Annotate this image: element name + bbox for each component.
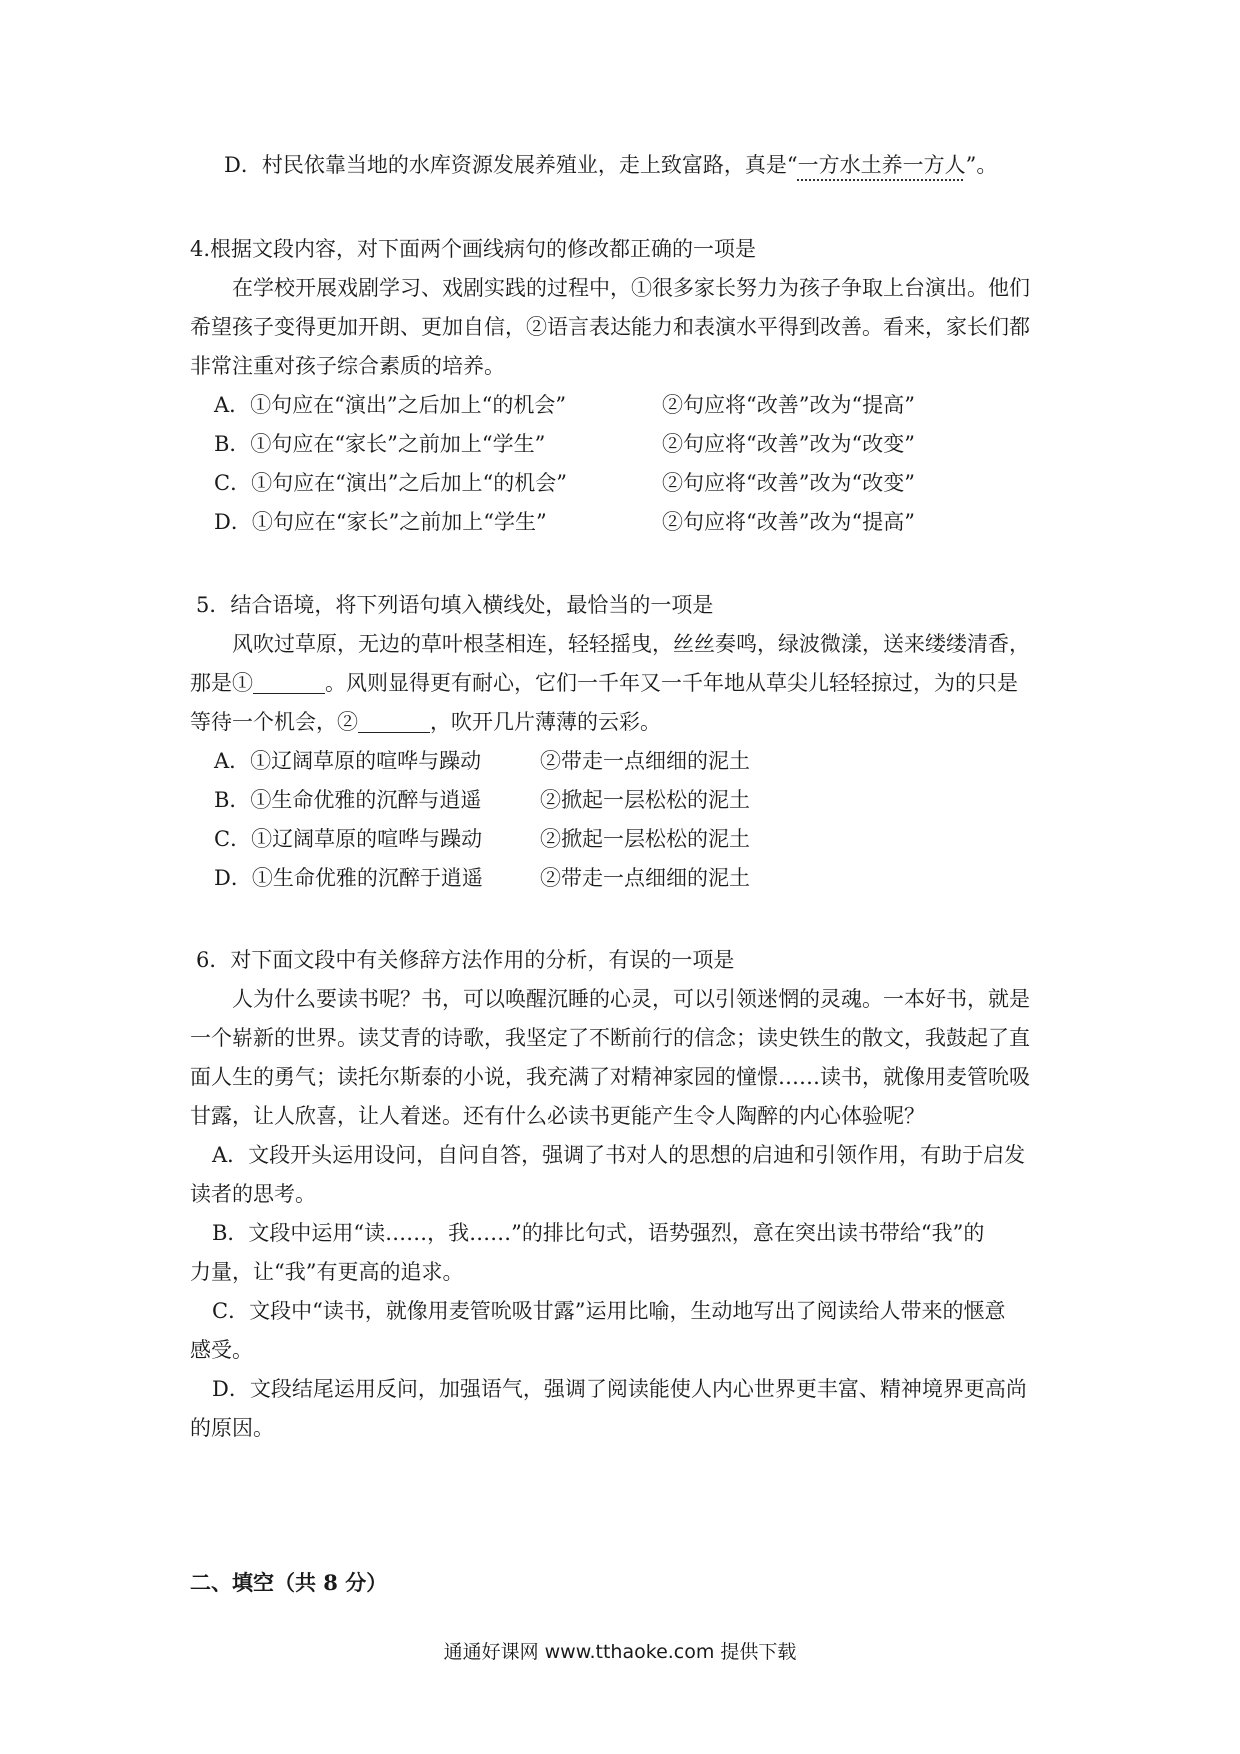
q6-option-b-line-1: B．文段中运用“读……，我……”的排比句式，语势强烈，意在突出读书带给“我”的 [212, 1221, 985, 1245]
q5-option-b [214, 785, 750, 815]
q6-passage-line-3: 面人生的勇气；读托尔斯泰的小说，我充满了对精神家园的憧憬……读书，就像用麦管吮吸 [190, 1065, 1030, 1089]
q4-option-a [214, 390, 915, 420]
q5-passage-line-2-pre: 那是① [190, 671, 253, 695]
q6-option-c-line-1: C．文段中“读书，就像用麦管吮吸甘露”运用比喻，生动地写出了阅读给人带来的惬意 [212, 1299, 1006, 1323]
q3-option-d-after: ”。 [965, 153, 998, 177]
q5-option-b-part2: ②掀起一层松松的泥土 [540, 788, 750, 812]
q4-option-b [214, 429, 915, 459]
q3-option-d [224, 150, 997, 180]
q5-option-d-part2: ②带走一点细细的泥土 [540, 866, 750, 890]
q5-option-c-part2: ②掀起一层松松的泥土 [540, 827, 750, 851]
q4-option-d-part1: D．①句应在“家长”之前加上“学生” [214, 510, 547, 534]
q6-passage-line-2: 一个崭新的世界。读艾青的诗歌，我坚定了不断前行的信念；读史铁生的散文，我鼓起了直 [190, 1026, 1030, 1050]
q4-option-c [214, 468, 915, 498]
q5-passage-line-3-post: ，吹开几片薄薄的云彩。 [430, 710, 661, 734]
q3-option-d-dotted: 一方水土养一方人 [797, 153, 966, 177]
q5-option-c-part1: C．①辽阔草原的喧哗与躁动 [214, 827, 483, 851]
q6-stem: 6．对下面文段中有关修辞方法作用的分析，有误的一项是 [196, 948, 735, 972]
q4-passage-line-2: 希望孩子变得更加开朗、更加自信，②语言表达能力和表演水平得到改善。看来，家长们都 [190, 315, 1030, 339]
q4-option-b-part2: ②句应将“改善”改为“改变” [662, 432, 915, 456]
q6-option-b-line-2: 力量，让“我”有更高的追求。 [190, 1260, 464, 1284]
q4-passage-line-3: 非常注重对孩子综合素质的培养。 [190, 354, 505, 378]
q4-option-a-part2: ②句应将“改善”改为“提高” [662, 393, 915, 417]
q6-passage-line-4: 甘露，让人欣喜，让人着迷。还有什么必读书更能产生令人陶醉的内心体验呢？ [190, 1104, 925, 1128]
q5-option-c [214, 824, 750, 854]
q5-option-a-part1: A．①辽阔草原的喧哗与躁动 [214, 749, 482, 773]
q6-option-d-line-2: 的原因。 [190, 1416, 274, 1440]
q5-option-a [214, 746, 750, 776]
footer-download-note: 通通好课网 www.tthaoke.com 提供下载 [443, 1641, 797, 1663]
q5-option-d-part1: D．①生命优雅的沉醉于逍遥 [214, 866, 483, 890]
q5-passage-line-2-post: 。风则显得更有耐心，它们一千年又一千年地从草尖儿轻轻掠过，为的只是 [325, 671, 1018, 695]
q3-option-d-before: D．村民依靠当地的水库资源发展养殖业，走上致富路，真是“ [224, 153, 798, 177]
q5-blank-1 [253, 673, 325, 694]
q6-option-a-line-1: A．文段开头运用设问，自问自答，强调了书对人的思想的启迪和引领作用，有助于启发 [212, 1143, 1026, 1167]
q4-option-d [214, 507, 915, 537]
q5-passage-line-2 [190, 668, 1018, 698]
q5-passage-line-3-pre: 等待一个机会，② [190, 710, 358, 734]
q6-option-d-line-1: D．文段结尾运用反问，加强语气，强调了阅读能使人内心世界更丰富、精神境界更高尚 [212, 1377, 1027, 1401]
q6-option-c-line-2: 感受。 [190, 1338, 253, 1362]
q5-option-b-part1: B．①生命优雅的沉醉与逍遥 [214, 788, 482, 812]
q4-option-a-part1: A．①句应在“演出”之后加上“的机会” [214, 393, 567, 417]
q4-option-c-part2: ②句应将“改善”改为“改变” [662, 471, 915, 495]
q5-option-a-part2: ②带走一点细细的泥土 [540, 749, 750, 773]
q4-option-b-part1: B．①句应在“家长”之前加上“学生” [214, 432, 546, 456]
q5-option-d [214, 863, 750, 893]
q5-passage-line-3 [190, 707, 661, 737]
q6-passage-line-1: 人为什么要读书呢？书，可以唤醒沉睡的心灵，可以引领迷惘的灵魂。一本好书，就是 [232, 987, 1030, 1011]
q4-option-d-part2: ②句应将“改善”改为“提高” [662, 510, 915, 534]
q5-passage-line-1: 风吹过草原，无边的草叶根茎相连，轻轻摇曳，丝丝奏鸣，绿波微漾，送来缕缕清香， [232, 632, 1030, 656]
q4-passage-line-1: 在学校开展戏剧学习、戏剧实践的过程中，①很多家长努力为孩子争取上台演出。他们 [232, 276, 1030, 300]
q6-option-a-line-2: 读者的思考。 [190, 1182, 316, 1206]
q4-stem: 4.根据文段内容，对下面两个画线病句的修改都正确的一项是 [190, 237, 757, 261]
q4-option-c-part1: C．①句应在“演出”之后加上“的机会” [214, 471, 568, 495]
q5-blank-2 [358, 712, 430, 733]
q5-stem: 5．结合语境，将下列语句填入横线处，最恰当的一项是 [196, 593, 714, 617]
section-2-title: 二、填空（共 8 分） [190, 1570, 388, 1595]
